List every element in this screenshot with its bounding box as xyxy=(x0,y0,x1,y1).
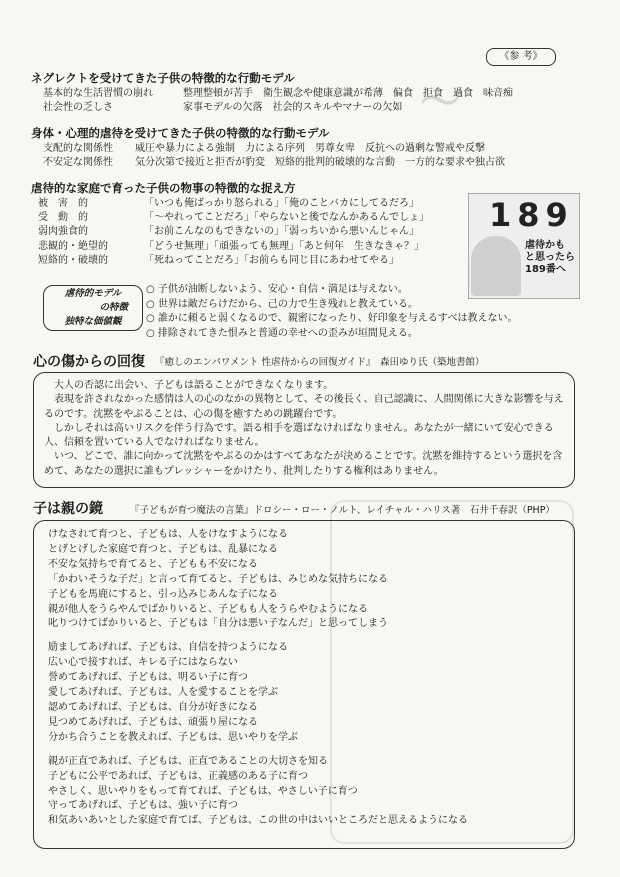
poem-line: 分かち合うことを教えれば、子どもは、思いやりを学ぶ xyxy=(48,731,298,743)
section2-rows xyxy=(43,142,505,169)
poster-caption: 虐待かも と思ったら 189番へ xyxy=(525,240,575,275)
model-point: ○ 排除されてきた恨みと普通の幸せへの歪みが垣間見える。 xyxy=(146,327,418,339)
mirror-source: 『子どもが育つ魔法の言葉』ドロシー・ロー・ノルト、レイチャル・ハリス著 石井千春訳（PHP） xyxy=(130,505,555,516)
abuse-model-label: 虐待的モデル の特徴 独特な価値観 xyxy=(43,285,143,331)
section1-title: ネグレクトを受けてきた子供の特徴的な行動モデル xyxy=(31,71,295,85)
section1-row: 社会性の乏しさ 家事モデルの欠落 社会的スキルやマナーの欠如 xyxy=(43,101,403,113)
viewpoint-row: 短絡的・破壊的 「死ねってことだろ」「お前らも同じ目にあわせてやる」 xyxy=(38,254,399,266)
recovery-heading: 心の傷からの回復 xyxy=(33,354,145,370)
poem-line: 親が正直であれば、子どもは、正直であることの大切さを知る xyxy=(48,755,328,767)
poem-line: 子どもに公平であれば、子どもは、正義感のある子に育つ xyxy=(48,770,308,782)
reverse-side-bleed: 〜 xyxy=(420,79,460,125)
mirror-heading: 子は親の鏡 xyxy=(33,501,103,517)
section2-row: 支配的な関係性 威圧や暴力による強制 力による序列 男尊女卑 反抗への過剰な警戒や反撃 xyxy=(43,143,485,154)
recovery-paragraph: 大人の否認に出会い、子どもは語ることができなくなります。 xyxy=(54,380,334,391)
recovery-paragraph: いつ、どこで、誰に向かって沈黙をやぶるのかはすべてあなたが決めることです。沈黙を維持するという選択を含めて、あなたの選択に誰もプレッシャーをかけたり、批判したりする権利はありません。 xyxy=(44,451,563,477)
poem-line: やさしく、思いやりをもって育てれば、子どもは、やさしい子に育つ xyxy=(48,785,358,797)
section2-title: 身体・心理的虐待を受けてきた子供の特徴的な行動モデル xyxy=(31,126,330,140)
section3-rows xyxy=(38,197,429,268)
poem-line: 叱りつけてばかりいると、子どもは「自分は悪い子なんだ」と思ってしまう xyxy=(48,618,388,630)
model-point: ○ 世界は敵だらけだから、己の力で生き残れと教えている。 xyxy=(146,298,418,310)
recovery-paragraph: しかしそれは高いリスクを伴う行為です。語る相手を選ばなければなりません。あなたが一緒にいて安心できる人、信頼を置いている人でなければなりません。 xyxy=(44,422,554,449)
poem-line: 見つめてあげれば、子どもは、頑張り屋になる xyxy=(48,716,258,728)
section1-row: 基本的な生活習慣の崩れ 整理整頓が苦手 衛生観念や健康意識が希薄 偏食 拒食 過食 味音痴 xyxy=(43,88,513,99)
recovery-quote-box xyxy=(33,372,575,488)
viewpoint-row: 弱肉強食的 「お前こんなのもできないの」「弱っちいから悪いんじゃん」 xyxy=(38,226,419,238)
hotline-number: 189 xyxy=(489,196,574,234)
poem-line: とげとげした家庭で育つと、子どもは、乱暴になる xyxy=(48,543,278,555)
poem-line: 不安な気持ちで育てると、子どもも不安になる xyxy=(48,558,258,570)
poem-line: 親が他人をうらやんでばかりいると、子どもも人をうらやむようになる xyxy=(48,603,368,615)
poem-line: 励ましてあげれば、子どもは、自信を持つようになる xyxy=(48,642,288,654)
model-points xyxy=(146,283,518,341)
poem-line: 和気あいあいとした家庭で育てば、子どもは、この世の中はいいところだと思えるようになる xyxy=(48,815,468,827)
poem-line: 認めてあげれば、子どもは、自分が好きになる xyxy=(48,701,258,713)
viewpoint-row: 受 動 的 「～やれってことだろ」「やらないと後でなんかあるんでしょ」 xyxy=(38,212,429,224)
model-point: ○ 誰かに頼ると弱くなるので、親密になったり、好印象を与えるすべは教えない。 xyxy=(146,313,518,324)
viewpoint-row: 被 害 的 「いつも俺ばっかり怒られる」「俺のことバカにしてるだろ」 xyxy=(38,198,419,209)
viewpoint-row: 悲観的・絶望的 「どうせ無理」「頑張っても無理」「あと何年 生きなきゃ？」 xyxy=(38,240,424,252)
section1-rows xyxy=(43,87,513,114)
poem-line: 守ってあげれば、子どもは、強い子に育つ xyxy=(48,800,238,812)
model-point: ○ 子供が油断しないよう、安心・自信・満足は与えない。 xyxy=(146,284,408,295)
mirror-poem-box xyxy=(33,520,575,849)
section3-title: 虐待的な家庭で育った子供の物事の特徴的な捉え方 xyxy=(31,181,296,195)
section2-row: 不安定な関係性 気分次第で接近と拒否が豹変 短絡的批判的破壊的な言動 一方的な要求や独占欲 xyxy=(43,156,505,168)
poem-line: 「かわいそうな子だ」と言って育てると、子どもは、みじめな気持ちになる xyxy=(48,573,388,585)
poem-line: けなされて育つと、子どもは、人をけなすようになる xyxy=(48,529,288,540)
recovery-source: 『癒しのエンパワメント 性虐待からの回復ガイド』 森田ゆり氏（築地書館） xyxy=(155,357,485,368)
poem-line: 愛してあげれば、子どもは、人を愛することを学ぶ xyxy=(48,687,278,699)
poem-line: 広い心で接すれば、キレる子にはならない xyxy=(48,657,238,669)
recovery-paragraph: 表現を許されなかった感情は人の心のなかの異物として、その後長く、自己認識に、人間関係に大きな影響を与えるのです。沈黙をやぶることは、心の傷を癒すための跳躍台です。 xyxy=(44,394,564,420)
reference-label: 《参 考》 xyxy=(486,48,556,66)
poem-line: 誉めてあげれば、子どもは、明るい子に育つ xyxy=(48,672,248,684)
poem-line: 子どもを馬鹿にすると、引っ込みじあんな子になる xyxy=(48,588,278,600)
